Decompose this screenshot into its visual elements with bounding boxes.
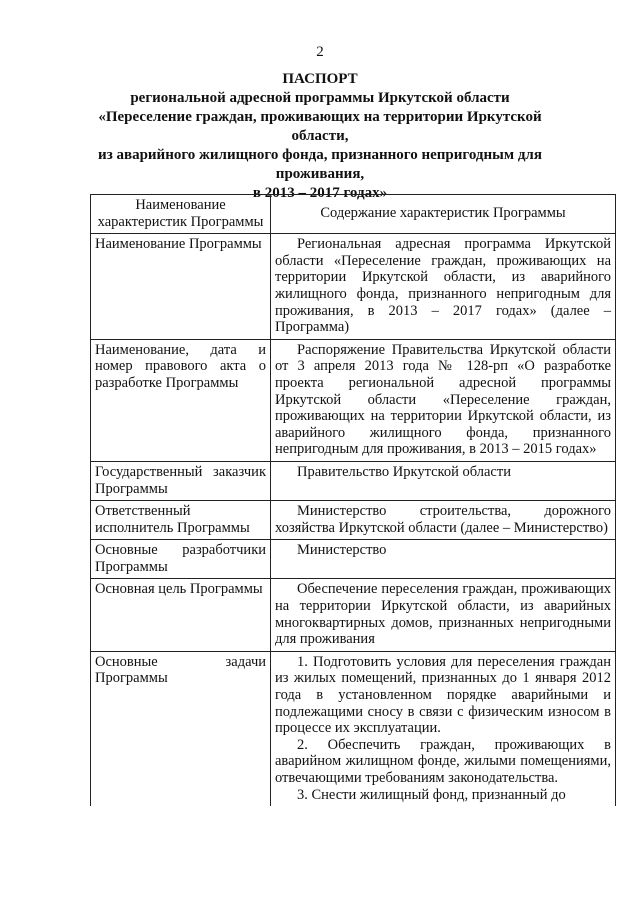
row-name-cell: Государственный заказчик Программы xyxy=(91,461,271,500)
title-line: проживания, xyxy=(275,166,365,182)
title-line: региональной адресной программы Иркутской области xyxy=(130,90,510,106)
row-content-cell: Министерство xyxy=(271,540,616,579)
table-row xyxy=(91,651,616,806)
table-row xyxy=(91,501,616,540)
row-name-cell: Основная цель Программы xyxy=(91,579,271,651)
title-line: «Переселение граждан, проживающих на территории Иркутской области, xyxy=(98,109,542,144)
task-item: 1. Подготовить условия для переселения граждан из жилых помещений, признанных до 1 января 2012 года в установленном порядке аварийными и подлежащими сносу в связи с физическим износом в процессе их эксплуатации. xyxy=(275,653,611,737)
table-row xyxy=(91,540,616,579)
table-row xyxy=(91,461,616,500)
title-line: из аварийного жилищного фонда, признанного непригодным для xyxy=(98,147,542,163)
row-name-cell: Наименование, дата и номер правового акта о разработке Программы xyxy=(91,339,271,461)
table-row xyxy=(91,234,616,340)
header-content-cell: Содержание характеристик Программы xyxy=(271,195,616,234)
table-row xyxy=(91,579,616,651)
document-title xyxy=(90,70,550,203)
row-content-cell: Обеспечение переселения граждан, проживающих на территории Иркутской области, из аварийных многоквартирных домов, признанных непригодными для проживания xyxy=(271,579,616,651)
row-content-cell: Региональная адресная программа Иркутской области «Переселение граждан, проживающих на территории Иркутской области, из аварийного жилищного фонда, признанного непригодным для проживания, в 2013 – 2017 годах» (далее – Программа) xyxy=(271,234,616,340)
title-line: в 2013 – 2017 годах» xyxy=(252,185,388,201)
table-header-row xyxy=(91,195,616,234)
task-item: 3. Снести жилищный фонд, признанный до xyxy=(297,786,566,803)
row-content-cell: Правительство Иркутской области xyxy=(271,461,616,500)
row-content-cell xyxy=(271,651,616,806)
title-line: ПАСПОРТ xyxy=(282,71,358,87)
header-name-cell: Наименование характеристик Программы xyxy=(91,195,271,234)
row-name-cell: Ответственный исполнитель Программы xyxy=(91,501,271,540)
task-item: 2. Обеспечить граждан, проживающих в аварийном жилищном фонде, жилыми помещениями, отвечающими требованиям законодательства. xyxy=(275,736,611,786)
table-row xyxy=(91,339,616,461)
passport-table xyxy=(90,194,616,806)
row-name-cell: Основные разработчики Программы xyxy=(91,540,271,579)
row-content-cell: Распоряжение Правительства Иркутской области от 3 апреля 2013 года № 128-рп «О разработке проекта региональной адресной программы Иркутской области «Переселение граждан, проживающих на территории Иркутской области, из аварийного жилищного фонда, признанного непригодным для проживания, в 2013 – 2015 годах» xyxy=(271,339,616,461)
row-name-cell: Основные задачи Программы xyxy=(91,651,271,806)
page-number: 2 xyxy=(316,44,324,60)
row-name-cell: Наименование Программы xyxy=(91,234,271,340)
row-content-cell: Министерство строительства, дорожного хозяйства Иркутской области (далее – Министерство) xyxy=(271,501,616,540)
